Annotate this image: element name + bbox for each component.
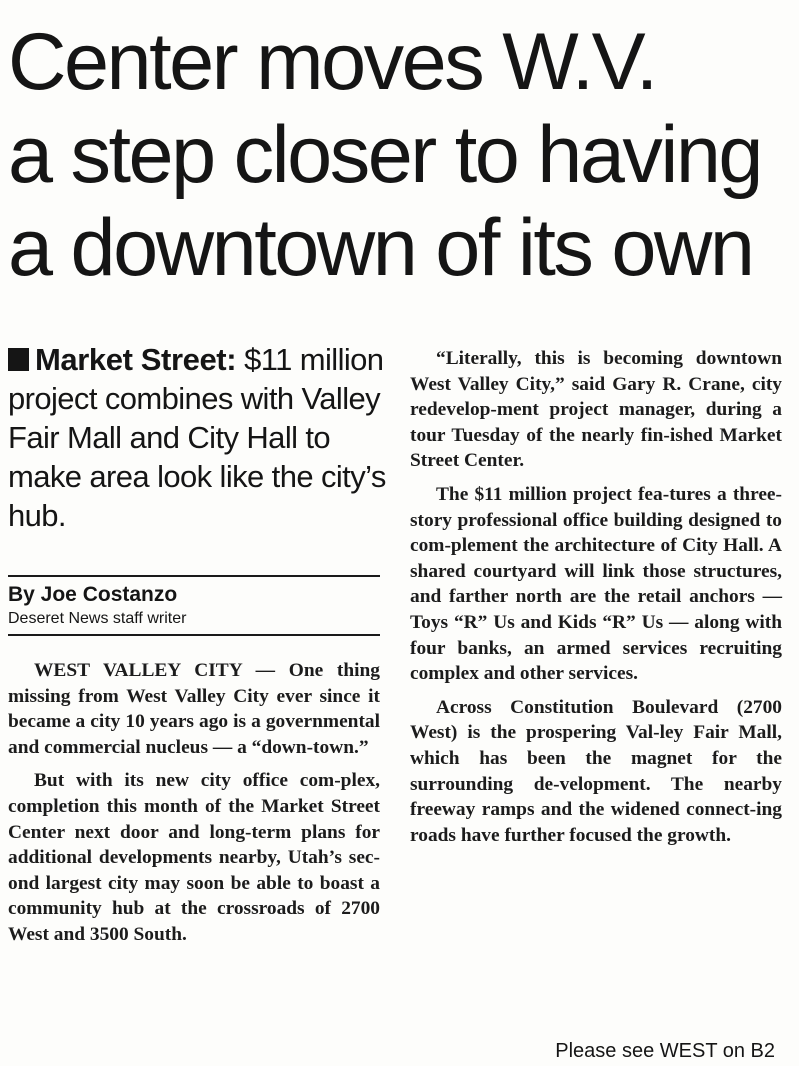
body-column-left [8,658,380,956]
deck-subheadline [8,340,388,535]
body-column-right [410,346,782,856]
byline: By Joe Costanzo [8,583,178,606]
byline-bottom-rule [8,634,380,636]
paragraph: Across Constitution Boulevard (2700 West) is the prospering Val-ley Fair Mall, which has been the magnet for the surrounding de-velopment. The nearby freeway ramps and the widened connect-ing roads have further focused the growth. [410,696,782,846]
jump-line: Please see WEST on B2 [555,1040,775,1062]
byline-title: Deseret News staff writer [8,610,187,627]
paragraph: “Literally, this is becoming downtown West Valley City,” said Gary R. Crane, city redevelop-ment project manager, during a tour Tuesday of the nearly fin-ished Market Street Center. [410,348,782,472]
headline [8,16,793,295]
byline-top-rule [8,575,380,577]
paragraph: The $11 million project fea-tures a three-story professional office building designed to com-plement the architecture of City Hall. A shared courtyard will link those structures, and farther north are the retail anchors — Toys “R” Us and Kids “R” Us — along with four banks, an armed services recruiting complex and other services. [410,483,782,685]
paragraph: WEST VALLEY CITY — One thing missing from West Valley City ever since it became a city 10 years ago is a governmental and commercial nucleus — a “down-town.” [8,660,380,758]
deck-kicker: Market Street: [35,342,237,377]
headline-line-2: a step closer to having [8,110,761,200]
deck-text: $11 million project combines with Valley Fair Mall and City Hall to make area look like the city’s hub. [8,342,386,533]
paragraph: But with its new city office com-plex, completion this month of the Market Street Center next door and long-term plans for additional developments nearby, Utah’s sec-ond largest city may soon be able to boast a community hub at the crossroads of 2700 West and 3500 South. [8,770,380,945]
bullet-square-icon [8,348,29,371]
headline-line-1: Center moves W.V. [8,17,656,107]
headline-line-3: a downtown of its own [8,203,753,293]
